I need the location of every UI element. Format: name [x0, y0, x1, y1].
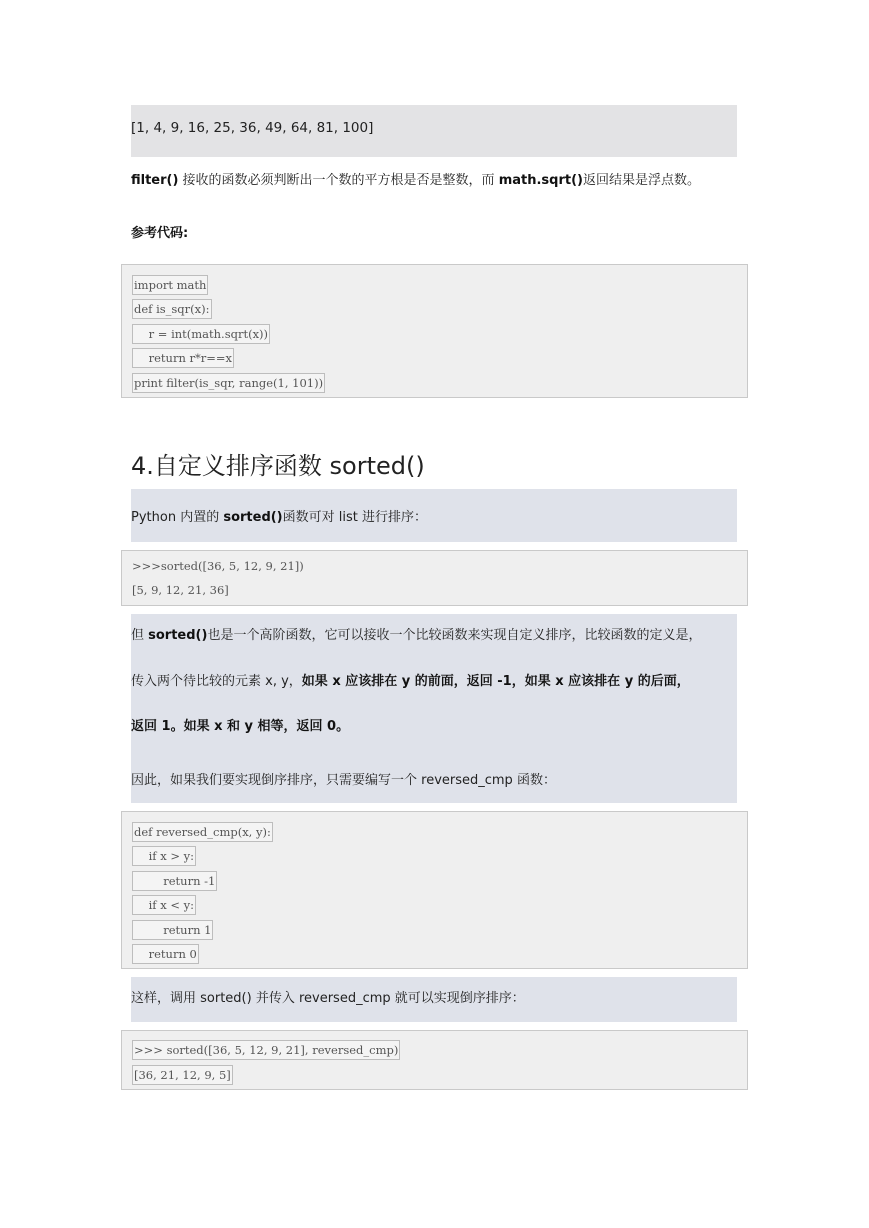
explain-rule-bold: 返回 1。如果 x 和 y 相等，返回 0。 — [131, 719, 350, 734]
code-block-sorted-reversed — [121, 1030, 748, 1090]
intro-text-2: 函数可对 list 进行排序： — [282, 510, 427, 525]
section-heading: 4.自定义排序函数 sorted() — [131, 452, 425, 480]
explain-text: 传入两个待比较的元素 x, y， — [131, 674, 302, 689]
code-line: def is_sqr(x): — [132, 299, 212, 319]
filter-note — [131, 171, 700, 191]
result-output-box — [131, 105, 737, 157]
ref-code-label: 参考代码: — [131, 226, 189, 241]
code-line: def reversed_cmp(x, y): — [132, 822, 273, 842]
code-line: >>>sorted([36, 5, 12, 9, 21]) — [132, 559, 304, 573]
code-line: import math — [132, 275, 208, 295]
code-block-sorted-example — [121, 550, 748, 606]
code-line: return r*r==x — [132, 348, 234, 368]
code-line: print filter(is_sqr, range(1, 101)) — [132, 373, 325, 393]
code-line: return -1 — [132, 871, 217, 891]
intro-box — [131, 489, 737, 542]
filter-func-name: filter() — [131, 173, 179, 188]
sqrt-func-name: math.sqrt() — [498, 173, 583, 188]
code-line: return 1 — [132, 920, 213, 940]
intro-text — [131, 508, 427, 528]
explanation-box — [131, 614, 737, 803]
sorted-func-name: sorted() — [223, 510, 283, 525]
explain-text: 但 — [131, 628, 149, 643]
code-line: >>> sorted([36, 5, 12, 9, 21], reversed_cmp) — [132, 1040, 400, 1060]
code-block-reversed-cmp — [121, 811, 748, 969]
usage-note-text: 这样，调用 sorted() 并传入 reversed_cmp 就可以实现倒序排序： — [131, 991, 525, 1006]
code-line: if x > y: — [132, 846, 196, 866]
explain-line-4: 因此，如果我们要实现倒序排序，只需要编写一个 reversed_cmp 函数： — [131, 773, 556, 788]
code-block-is-sqr — [121, 264, 748, 398]
intro-text-1: Python 内置的 — [131, 510, 224, 525]
explain-rule-bold: 如果 x 应该排在 y 的前面，返回 -1，如果 x 应该排在 y 的后面， — [301, 674, 690, 689]
explain-text: 也是一个高阶函数，它可以接收一个比较函数来实现自定义排序，比较函数的定义是， — [207, 628, 702, 643]
filter-note-text-1: 接收的函数必须判断出一个数的平方根是否是整数，而 — [178, 173, 499, 188]
code-line: return 0 — [132, 944, 199, 964]
code-line: [5, 9, 12, 21, 36] — [132, 583, 229, 597]
explain-line-2 — [131, 672, 690, 692]
usage-note-box — [131, 977, 737, 1022]
sorted-func-name: sorted() — [148, 628, 208, 643]
code-line: [36, 21, 12, 9, 5] — [132, 1065, 233, 1085]
explain-line-3 — [131, 717, 349, 737]
result-list-text: [1, 4, 9, 16, 25, 36, 49, 64, 81, 100] — [131, 120, 374, 136]
code-line: if x < y: — [132, 895, 196, 915]
code-line: r = int(math.sqrt(x)) — [132, 324, 270, 344]
explain-line-1 — [131, 626, 701, 646]
filter-note-text-2: 返回结果是浮点数。 — [582, 173, 700, 188]
